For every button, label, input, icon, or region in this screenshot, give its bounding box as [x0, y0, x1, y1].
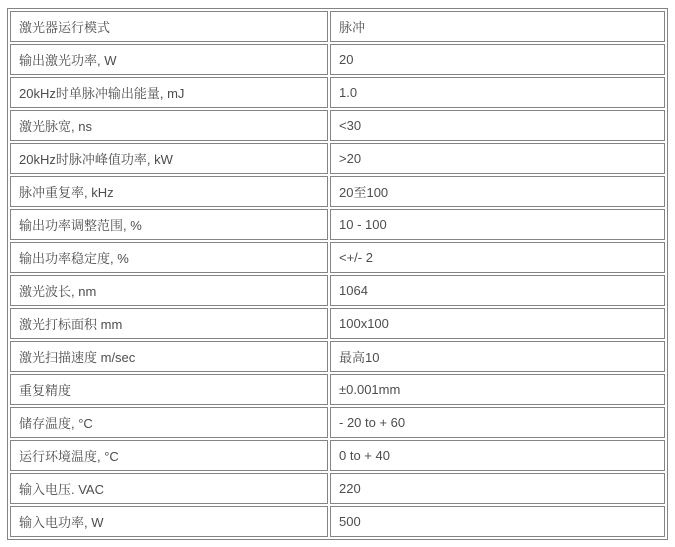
spec-value-cell: 0 to + 40 [330, 440, 665, 471]
table-row [10, 341, 665, 372]
spec-value-cell: 20至100 [330, 176, 665, 207]
spec-label-cell: 输入电压. VAC [10, 473, 328, 504]
spec-label-cell: 激光脉宽, ns [10, 110, 328, 141]
spec-label-cell: 20kHz时单脉冲输出能量, mJ [10, 77, 328, 108]
table-row [10, 110, 665, 141]
table-row [10, 308, 665, 339]
spec-value-cell: 10 - 100 [330, 209, 665, 240]
spec-value-cell: 500 [330, 506, 665, 537]
spec-table-body [10, 11, 665, 537]
table-row [10, 473, 665, 504]
table-row [10, 506, 665, 537]
table-row [10, 77, 665, 108]
spec-label-cell: 输出功率调整范围, % [10, 209, 328, 240]
spec-label-cell: 输出激光功率, W [10, 44, 328, 75]
spec-value-cell: <+/- 2 [330, 242, 665, 273]
spec-value-cell: 100x100 [330, 308, 665, 339]
table-row [10, 143, 665, 174]
spec-value-cell: 最高10 [330, 341, 665, 372]
spec-label-cell: 激光打标面积 mm [10, 308, 328, 339]
spec-label-cell: 激光波长, nm [10, 275, 328, 306]
table-row [10, 44, 665, 75]
spec-label-cell: 重复精度 [10, 374, 328, 405]
spec-value-cell: 1064 [330, 275, 665, 306]
spec-label-cell: 激光器运行模式 [10, 11, 328, 42]
spec-value-cell: 20 [330, 44, 665, 75]
spec-value-cell: 1.0 [330, 77, 665, 108]
spec-value-cell: ±0.001mm [330, 374, 665, 405]
table-row [10, 242, 665, 273]
table-row [10, 374, 665, 405]
spec-label-cell: 激光扫描速度 m/sec [10, 341, 328, 372]
spec-label-cell: 输入电功率, W [10, 506, 328, 537]
spec-label-cell: 脉冲重复率, kHz [10, 176, 328, 207]
table-row [10, 275, 665, 306]
table-row [10, 440, 665, 471]
spec-value-cell: <30 [330, 110, 665, 141]
spec-value-cell: 220 [330, 473, 665, 504]
table-row [10, 209, 665, 240]
table-row [10, 176, 665, 207]
spec-value-cell: >20 [330, 143, 665, 174]
spec-label-cell: 输出功率稳定度, % [10, 242, 328, 273]
spec-label-cell: 运行环境温度, °C [10, 440, 328, 471]
spec-label-cell: 20kHz时脉冲峰值功率, kW [10, 143, 328, 174]
spec-label-cell: 储存温度, °C [10, 407, 328, 438]
laser-spec-table [7, 8, 668, 540]
spec-value-cell: - 20 to + 60 [330, 407, 665, 438]
table-row [10, 11, 665, 42]
spec-value-cell: 脉冲 [330, 11, 665, 42]
table-row [10, 407, 665, 438]
